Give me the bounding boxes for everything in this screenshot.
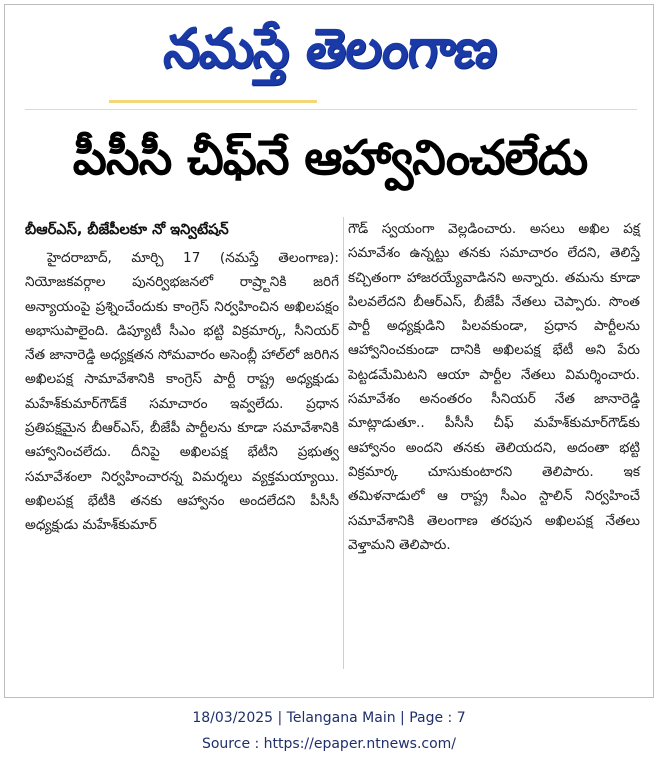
article-right-text: గౌడ్‌ స్వయంగా వెల్లడించారు. అసలు అఖిల పక్ష సమావేశం ఉన్నట్టు తనకు సమాచారం లేదని, తెలిస్తే కచ్చితంగా హాజరయ్యేవాడినని అన్నారు. తమను కూడా పిలవలేదని బీఆర్‌ఎస్‌, బీజేపీ నేతలు చెప్పారు. సొంత పార్టీ అధ్యక్షుడిని పిలవకుండా, ప్రధాన పార్టీలను ఆహ్వానించకుండా దానికి అఖిలపక్ష భేటీ అని పేరు పెట్టడమేమిటని ఆయా పార్టీల నేతలు విమర్శించారు. సమావేశం అనంతరం సీనియర్‌ నేత జానారెడ్డి మాట్లాడుతూ.. పీసీసీ చీఫ్‌ మహేశ్‌కుమార్‌గౌడ్‌కు ఆహ్వానం అందని తనకు తెలియదని, అదంతా భట్టి విక్రమార్క చూసుకుంటారని తెలిపారు. ఇక తమిళనాడులో ఆ రాష్ట్ర సీఎం స్టాలిన్‌ నిర్వహించే సమావేశానికి తెలంగాణ తరపున అఖిలపక్ష నేతలు వెళ్తామని తెలిపారు. — [348, 221, 640, 553]
masthead-divider — [25, 109, 637, 110]
article-left-text: హైదరాబాద్‌, మార్చి 17 (నమస్తే తెలంగాణ): నియోజకవర్గాల పునర్విభజనలో రాష్ర్టానికి జరిగే అన్యాయంపై ప్రశ్నించేందుకు కాంగ్రెస్‌ నిర్వహించిన అఖిలపక్షం అభాసుపాలైంది. డిప్యూటీ సీఎం భట్టి విక్రమార్క, సీనియర్‌ నేత జానారెడ్డి అధ్యక్షతన సోమవారం అసెంబ్లీ హాల్‌లో జరిగిన అఖిలపక్ష సామావేశానికి కాంగ్రెస్‌ పార్టీ రాష్ట్ర అధ్యక్షుడు మహేశ్‌కుమార్‌గౌడ్‌కే సమాచారం ఇవ్వలేదు. ప్రధాన ప్రతిపక్షమైన బీఆర్‌ఎస్‌, బీజేపీ పార్టీలను కూడా సమావేశానికి ఆహ్వానించలేదు. దీనిపై అఖిలపక్ష భేటీని ప్రభుత్వ సమావేశంలా నిర్వహించారన్న విమర్శలు వ్యక్తమయ్యాయి. అఖిలపక్ష భేటీకి తనకు ఆహ్వానం అందలేదని పీసీసీ అధ్యక్షుడు మహేశ్‌కుమార్‌ — [25, 250, 339, 534]
column-divider — [343, 217, 344, 669]
headline: పీసీసీ చీఫ్‌నే ఆహ్వానించలేదు — [72, 130, 588, 186]
footer-source-line: Source : https://epaper.ntnews.com/ — [201, 736, 457, 752]
footer-edition-line: 18/03/2025 | Telangana Main | Page : 7 — [192, 710, 466, 726]
subheadline: బీఆర్‌ఎస్‌, బీజేపీలకూ నో ఇన్విటేషన్‌ — [25, 222, 229, 238]
newspaper-clipping — [4, 4, 654, 698]
masthead — [5, 7, 655, 99]
masthead-title: నమస్తే తెలంగాణ — [160, 17, 500, 81]
masthead-accent-rule — [109, 100, 317, 103]
article-right-column — [348, 217, 640, 557]
article-left-column — [25, 217, 339, 538]
